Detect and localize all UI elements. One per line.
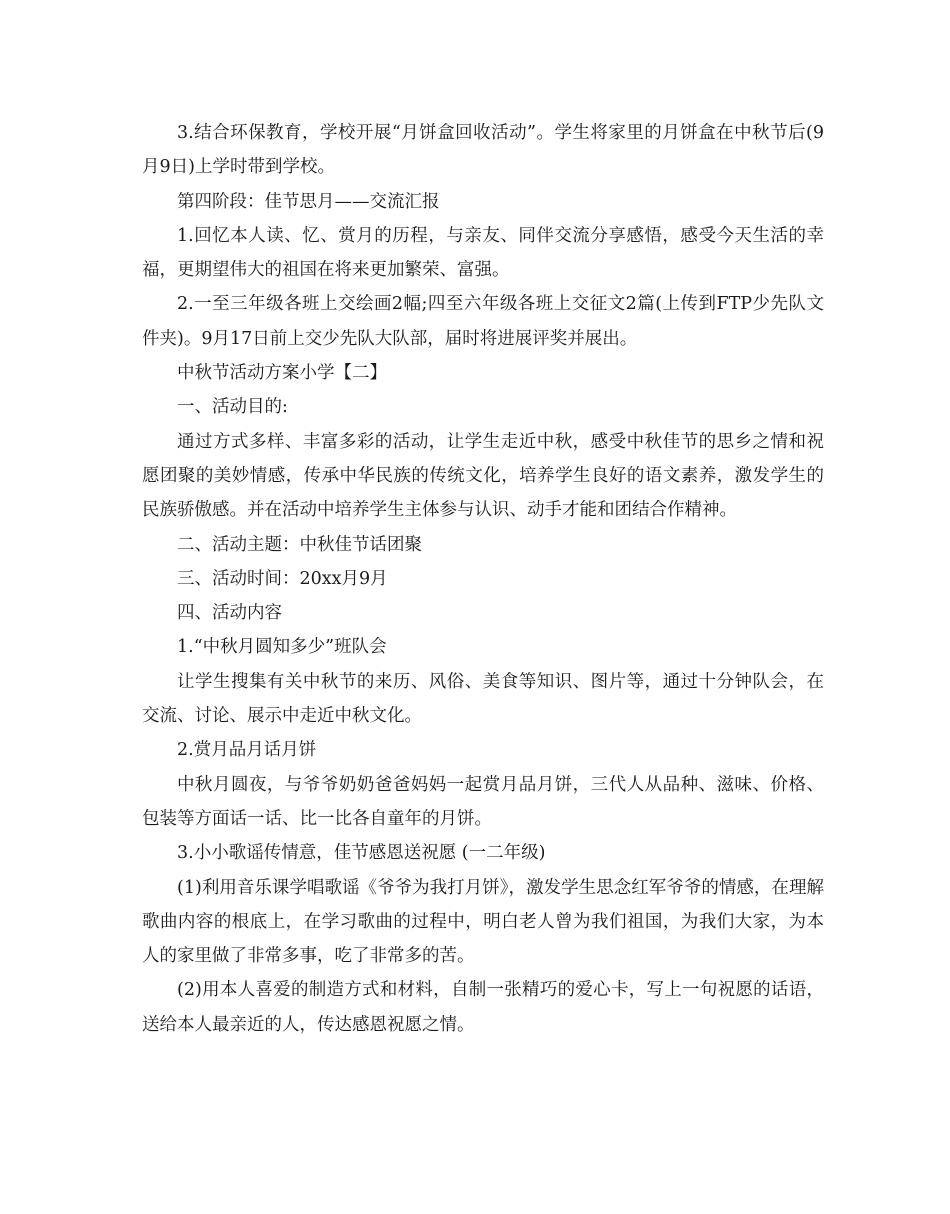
heading-plan-two: 中秋节活动方案小学【二】 — [177, 363, 387, 384]
paragraph-activity-purpose: 通过方式多样、丰富多彩的活动，让学生走近中秋，感受中秋佳节的思乡之情和祝愿团聚的美妙情感，传承中华民族的传统文化，培养学生良好的语文素养，激发学生的民族骄傲感。并在活动中培养学生主体参与认识、动手才能和团结合作精神。 — [142, 431, 824, 521]
paragraph-submit-works: 2.一至三年级各班上交绘画2幅;四至六年级各班上交征文2篇(上传到FTP少先队文件夹)。9月17日前上交少先队大队部，届时将进展评奖并展出。 — [142, 294, 824, 349]
heading-activity-purpose: 一、活动目的: — [177, 397, 288, 418]
paragraph-recall-moon: 1.回忆本人读、忆、赏月的历程，与亲友、同伴交流分享感悟，感受今天生活的幸福，更期望伟大的祖国在将来更加繁荣、富强。 — [142, 225, 824, 281]
heading-stage-four: 第四阶段：佳节思月——交流汇报 — [177, 191, 440, 212]
paragraph-class-meeting: 让学生搜集有关中秋节的来历、风俗、美食等知识、图片等，通过十分钟队会，在交流、讨论、展示中走近中秋文化。 — [142, 671, 824, 727]
document-body — [142, 116, 824, 1042]
paragraph-song-learning: (1)利用音乐课学唱歌谣《爷爷为我打月饼》，激发学生思念红军爷爷的情感，在理解歌曲内容的根底上，在学习歌曲的过程中，明白老人曾为我们祖国，为我们大家，为本人的家里做了非常多事，吃了非常多的苦。 — [142, 877, 824, 967]
paragraph-moon-viewing: 中秋月圆夜，与爷爷奶奶爸爸妈妈一起赏月品月饼，三代人从品种、滋味、价格、包装等方面话一话、比一比各自童年的月饼。 — [142, 774, 824, 829]
paragraph-love-card: (2)用本人喜爱的制造方式和材料，自制一张精巧的爱心卡，写上一句祝愿的话语，送给本人最亲近的人，传达感恩祝愿之情。 — [142, 980, 824, 1035]
paragraph-mooncake-box-recycling: 3.结合环保教育，学校开展“月饼盒回收活动”。学生将家里的月饼盒在中秋节后(9月9日)上学时带到学校。 — [142, 123, 824, 178]
heading-class-meeting: 1.“中秋月圆知多少”班队会 — [177, 637, 387, 658]
heading-songs-greetings: 3.小小歌谣传情意，佳节感恩送祝愿 (一二年级) — [177, 843, 546, 864]
heading-activity-time: 三、活动时间：20xx月9月 — [177, 568, 388, 589]
heading-moon-viewing: 2.赏月品月话月饼 — [177, 740, 317, 761]
heading-activity-theme: 二、活动主题：中秋佳节话团聚 — [177, 534, 422, 555]
heading-activity-content: 四、活动内容 — [177, 603, 282, 624]
